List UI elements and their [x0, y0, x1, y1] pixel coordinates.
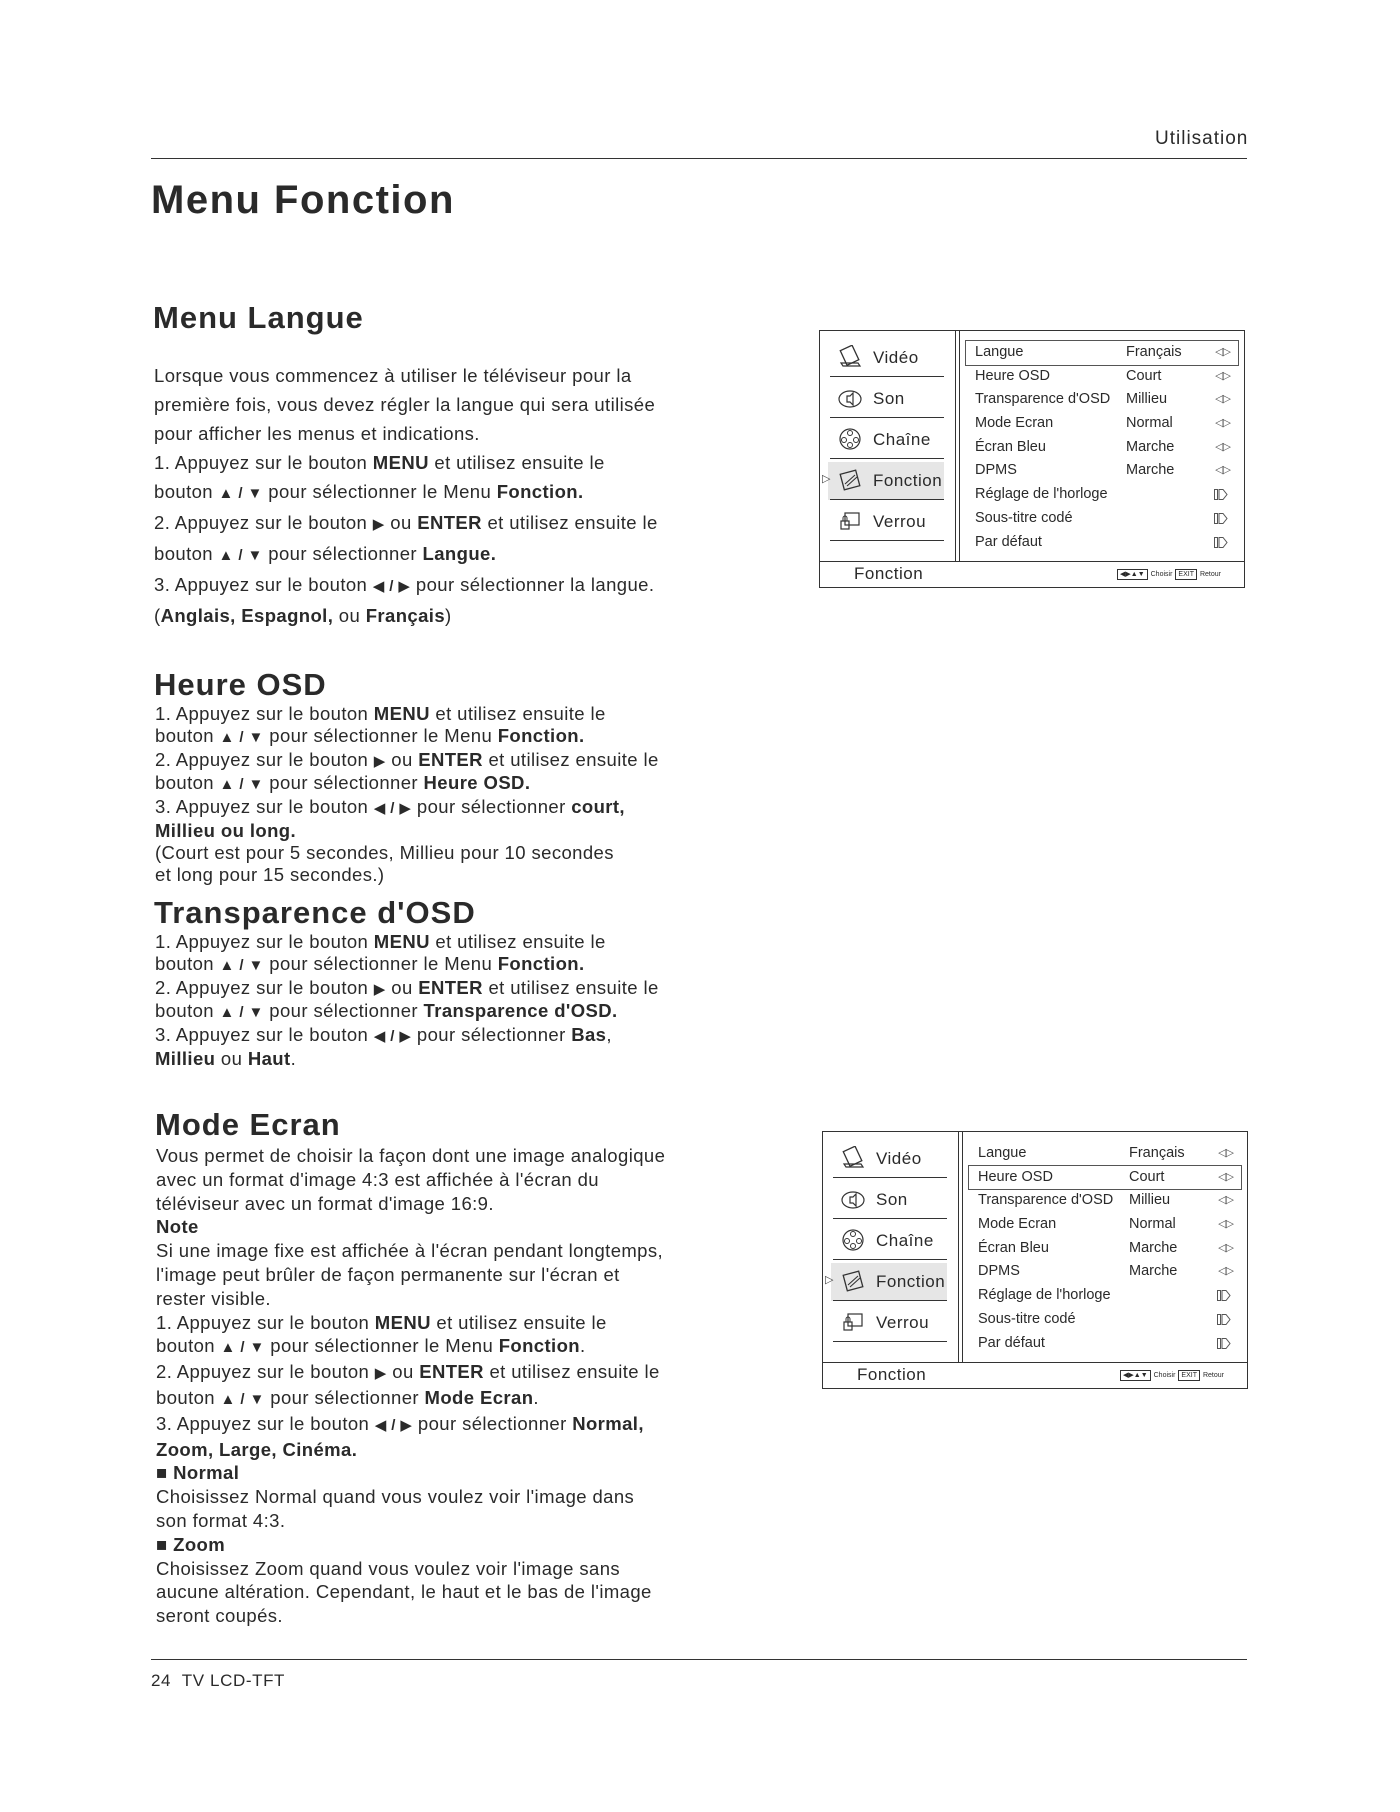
text-line: seront coupés.: [156, 1605, 283, 1627]
normal-label: ■ Normal: [156, 1462, 240, 1484]
function-icon: [838, 468, 862, 492]
text-line: aucune altération. Cependant, le haut et le bas de l'image: [156, 1581, 652, 1603]
osd-side-item-sound: [828, 380, 944, 418]
osd-row-name: DPMS: [978, 1263, 1020, 1280]
text-line: son format 4:3.: [156, 1509, 286, 1531]
osd-row-name: Sous-titre codé: [975, 509, 1073, 526]
step-2-cont: bouton ▲ / ▼ pour sélectionner Mode Ecran.: [156, 1386, 539, 1408]
left-right-arrows-icon: ◁▷: [1215, 369, 1230, 382]
heading-mode-ecran: Mode Ecran: [155, 1107, 341, 1142]
left-right-arrows-icon: ◁▷: [1218, 1194, 1233, 1207]
osd-menu-heure-osd: [822, 1131, 1248, 1389]
osd-menu-langue: [819, 330, 1245, 588]
step-1: 1. Appuyez sur le bouton MENU et utilisez ensuite le: [156, 1311, 607, 1333]
osd-row: [966, 531, 1238, 555]
exit-key: EXIT: [1175, 569, 1197, 580]
header-rule: [151, 158, 1247, 159]
divider: [833, 1177, 947, 1178]
text-line: Choisissez Zoom quand vous voulez voir l'image sans: [156, 1557, 621, 1579]
page-footer: [151, 1671, 285, 1691]
product-name: TV LCD-TFT: [181, 1671, 286, 1690]
osd-row-name: DPMS: [975, 462, 1017, 479]
osd-row-value: Marche: [1129, 1239, 1178, 1256]
sound-icon: [841, 1187, 865, 1211]
text-line: Si une image fixe est affichée à l'écran pendant longtemps,: [156, 1240, 664, 1262]
enter-icon: [1217, 1313, 1231, 1324]
text-line: Vous permet de choisir la façon dont une image analogique: [156, 1145, 666, 1166]
divider: [830, 376, 944, 377]
enter-icon: [1214, 512, 1228, 523]
divider: [959, 331, 960, 561]
return-label: Retour: [1202, 1372, 1224, 1379]
text-line: téléviseur avec un format d'image 16:9.: [156, 1192, 494, 1214]
step-3-cont: Zoom, Large, Cinéma.: [156, 1438, 358, 1460]
page-number: 24: [151, 1671, 172, 1690]
step-2: 2. Appuyez sur le bouton ▶ ou ENTER et utilisez ensuite le: [154, 512, 658, 533]
square-bullet-icon: ■: [156, 1533, 174, 1555]
osd-footer-keys: [1120, 1370, 1224, 1381]
text-line: avec un format d'image 4:3 est affichée à l'écran du: [156, 1168, 599, 1190]
left-right-arrows-icon: ◁▷: [1215, 464, 1230, 477]
osd-row-value: Millieu: [1129, 1192, 1171, 1209]
exit-key: EXIT: [1178, 1370, 1200, 1381]
osd-side-item-function: [825, 1263, 947, 1301]
osd-side-label: Chaîne: [876, 1231, 934, 1250]
osd-row: [966, 507, 1238, 531]
step-3: 3. Appuyez sur le bouton ◀ / ▶ pour sélectionner court,: [155, 796, 625, 818]
osd-row-name: Écran Bleu: [975, 438, 1046, 455]
divider: [830, 458, 944, 459]
osd-side-label: Verrou: [873, 512, 927, 531]
osd-side-item-channel: [831, 1222, 947, 1260]
osd-row-name: Langue: [978, 1145, 1027, 1161]
heure-osd-body: [155, 703, 659, 885]
step-1-cont: bouton ▲ / ▼ pour sélectionner le Menu Fonction.: [155, 952, 585, 974]
left-right-arrows-icon: ◁▷: [1215, 417, 1230, 430]
transparence-body: [155, 931, 659, 1070]
menu-langue-body: [154, 361, 658, 630]
channel-icon: [838, 427, 862, 451]
osd-side-label: Vidéo: [873, 348, 919, 367]
osd-row-name: Transparence d'OSD: [975, 391, 1111, 408]
choose-label: Choisir: [1153, 1372, 1176, 1379]
enter-icon: [1214, 488, 1228, 499]
pointer-icon: ▷: [822, 473, 831, 485]
heading-heure-osd: Heure OSD: [154, 667, 327, 702]
left-right-arrows-icon: ◁▷: [1215, 440, 1230, 453]
osd-side-item-function: [822, 462, 944, 500]
osd-row: [969, 1332, 1241, 1356]
video-icon: [838, 345, 862, 369]
osd-row-name: Réglage de l'horloge: [975, 486, 1108, 503]
osd-row-name: Mode Ecran: [978, 1216, 1057, 1233]
osd-row-value: Court: [1126, 367, 1162, 384]
divider: [833, 1218, 947, 1219]
osd-side-item-lock: [831, 1304, 947, 1342]
divider: [833, 1341, 947, 1342]
osd-row: [966, 483, 1238, 507]
heading-menu-langue: Menu Langue: [153, 300, 364, 335]
osd-row-name: Mode Ecran: [975, 415, 1054, 432]
osd-row-name: Transparence d'OSD: [978, 1192, 1114, 1209]
osd-side-item-lock: [828, 503, 944, 541]
function-icon: [841, 1269, 865, 1293]
zoom-label: ■ Zoom: [156, 1533, 226, 1555]
divider: [962, 1132, 963, 1362]
osd-side-label: Verrou: [876, 1313, 930, 1332]
channel-icon: [841, 1228, 865, 1252]
lock-icon: [838, 509, 862, 533]
osd-row-name: Heure OSD: [978, 1168, 1053, 1185]
osd-row: [966, 459, 1238, 483]
step-1-cont: bouton ▲ / ▼ pour sélectionner le Menu Fonction.: [156, 1335, 586, 1357]
left-right-arrows-icon: ◁▷: [1218, 1218, 1233, 1231]
step-3-cont: Millieu ou long.: [155, 819, 297, 841]
osd-settings-list: [969, 1142, 1241, 1355]
divider: [830, 499, 944, 500]
video-icon: [841, 1146, 865, 1170]
text-line: Lorsque vous commencez à utiliser le téléviseur pour la: [154, 365, 632, 386]
text-line: pour afficher les menus et indications.: [154, 423, 480, 444]
section-label: Utilisation: [1155, 128, 1249, 149]
step-3: 3. Appuyez sur le bouton ◀ / ▶ pour sélectionner Normal,: [156, 1412, 644, 1434]
osd-settings-list: [966, 341, 1238, 554]
osd-row-value: Normal: [1126, 415, 1173, 432]
osd-side-item-channel: [828, 421, 944, 459]
text-line: première fois, vous devez régler la langue qui sera utilisée: [154, 394, 656, 415]
osd-row-name: Par défaut: [978, 1334, 1045, 1351]
osd-row: [969, 1213, 1241, 1237]
osd-footer-keys: [1117, 569, 1221, 580]
osd-side-item-video: [828, 339, 944, 377]
osd-footer: [820, 561, 1244, 588]
osd-row-name: Réglage de l'horloge: [978, 1287, 1111, 1304]
osd-row-name: Par défaut: [975, 533, 1042, 550]
osd-row: [966, 436, 1238, 460]
text-line: et long pour 15 secondes.): [155, 863, 385, 885]
osd-row-value: Marche: [1126, 438, 1175, 455]
step-1-cont: bouton ▲ / ▼ pour sélectionner le Menu Fonction.: [154, 481, 584, 502]
page-title: Menu Fonction: [151, 178, 455, 222]
nav-keys-icon: ◀▶▲▼: [1117, 569, 1148, 580]
osd-row: [969, 1142, 1241, 1166]
divider: [830, 417, 944, 418]
step-1: 1. Appuyez sur le bouton MENU et utilisez ensuite le: [155, 931, 606, 952]
divider: [833, 1300, 947, 1301]
left-right-arrows-icon: ◁▷: [1218, 1241, 1233, 1254]
osd-sidebar: [823, 1132, 958, 1362]
osd-row-value: Marche: [1126, 462, 1175, 479]
text-line: l'image peut brûler de façon permanente sur l'écran et: [156, 1263, 620, 1285]
osd-side-label: Fonction: [873, 471, 943, 490]
osd-row-value: Français: [1126, 344, 1182, 360]
step-2-cont: bouton ▲ / ▼ pour sélectionner Heure OSD.: [155, 772, 531, 794]
osd-row-value: Marche: [1129, 1263, 1178, 1280]
left-right-arrows-icon: ◁▷: [1215, 346, 1230, 358]
pointer-icon: ▷: [825, 1274, 834, 1286]
osd-row-name: Sous-titre codé: [978, 1310, 1076, 1327]
step-3: 3. Appuyez sur le bouton ◀ / ▶ pour sélectionner Bas,: [155, 1024, 612, 1046]
osd-row: [969, 1260, 1241, 1284]
left-right-arrows-icon: ◁▷: [1218, 1265, 1233, 1278]
osd-row: [969, 1284, 1241, 1308]
osd-row: [969, 1166, 1241, 1190]
mode-ecran-body: [156, 1144, 665, 1628]
osd-row: [966, 412, 1238, 436]
osd-row: [969, 1189, 1241, 1213]
step-2: 2. Appuyez sur le bouton ▶ ou ENTER et utilisez ensuite le: [155, 976, 659, 998]
left-right-arrows-icon: ◁▷: [1215, 393, 1230, 406]
osd-side-label: Son: [876, 1190, 908, 1209]
square-bullet-icon: ■: [156, 1462, 174, 1484]
footer-rule: [151, 1659, 1247, 1660]
text-line: (Court est pour 5 secondes, Millieu pour 10 secondes: [155, 841, 614, 863]
step-2-cont: bouton ▲ / ▼ pour sélectionner Transparence d'OSD.: [155, 1000, 618, 1022]
osd-row: [966, 341, 1238, 365]
divider: [830, 540, 944, 541]
lock-icon: [841, 1310, 865, 1334]
return-label: Retour: [1199, 571, 1221, 578]
osd-footer-title: Fonction: [854, 564, 924, 583]
osd-side-label: Vidéo: [876, 1149, 922, 1168]
divider: [958, 1132, 959, 1362]
enter-icon: [1214, 536, 1228, 547]
osd-row-name: Langue: [975, 344, 1024, 360]
enter-icon: [1217, 1289, 1231, 1300]
step-1: 1. Appuyez sur le bouton MENU et utilisez ensuite le: [154, 452, 605, 473]
osd-footer: [823, 1362, 1247, 1389]
text-line: Choisissez Normal quand vous voulez voir l'image dans: [156, 1486, 635, 1508]
osd-row: [969, 1308, 1241, 1332]
divider: [955, 331, 956, 561]
osd-side-label: Son: [873, 389, 905, 408]
step-3: 3. Appuyez sur le bouton ◀ / ▶ pour sélectionner la langue.: [154, 574, 655, 595]
step-1-cont: bouton ▲ / ▼ pour sélectionner le Menu Fonction.: [155, 724, 585, 746]
osd-row: [966, 365, 1238, 389]
step-2-cont: bouton ▲ / ▼ pour sélectionner Langue.: [154, 543, 497, 564]
osd-row-value: Normal: [1129, 1216, 1176, 1233]
step-3-cont: Millieu ou Haut.: [155, 1047, 297, 1069]
enter-icon: [1217, 1337, 1231, 1348]
step-2: 2. Appuyez sur le bouton ▶ ou ENTER et utilisez ensuite le: [155, 748, 659, 770]
step-2: 2. Appuyez sur le bouton ▶ ou ENTER et utilisez ensuite le: [156, 1361, 660, 1383]
nav-keys-icon: ◀▶▲▼: [1120, 1370, 1151, 1381]
osd-row: [966, 388, 1238, 412]
osd-footer-title: Fonction: [857, 1365, 927, 1384]
sound-icon: [838, 386, 862, 410]
osd-row-value: Court: [1129, 1168, 1165, 1185]
osd-row: [969, 1237, 1241, 1261]
osd-sidebar: [820, 331, 955, 561]
left-right-arrows-icon: ◁▷: [1218, 1147, 1233, 1159]
left-right-arrows-icon: ◁▷: [1218, 1170, 1233, 1183]
choose-label: Choisir: [1150, 571, 1173, 578]
osd-row-value: Français: [1129, 1145, 1185, 1161]
step-3-cont: (Anglais, Espagnol, ou Français): [154, 605, 452, 626]
divider: [833, 1259, 947, 1260]
osd-side-label: Fonction: [876, 1272, 946, 1291]
note-label: Note: [156, 1216, 199, 1238]
osd-row-name: Écran Bleu: [978, 1239, 1049, 1256]
osd-side-item-sound: [831, 1181, 947, 1219]
osd-side-label: Chaîne: [873, 430, 931, 449]
osd-side-item-video: [831, 1140, 947, 1178]
osd-row-name: Heure OSD: [975, 367, 1050, 384]
step-1: 1. Appuyez sur le bouton MENU et utilisez ensuite le: [155, 703, 606, 724]
text-line: rester visible.: [156, 1287, 271, 1309]
heading-transparence: Transparence d'OSD: [154, 895, 476, 930]
osd-row-value: Millieu: [1126, 391, 1168, 408]
